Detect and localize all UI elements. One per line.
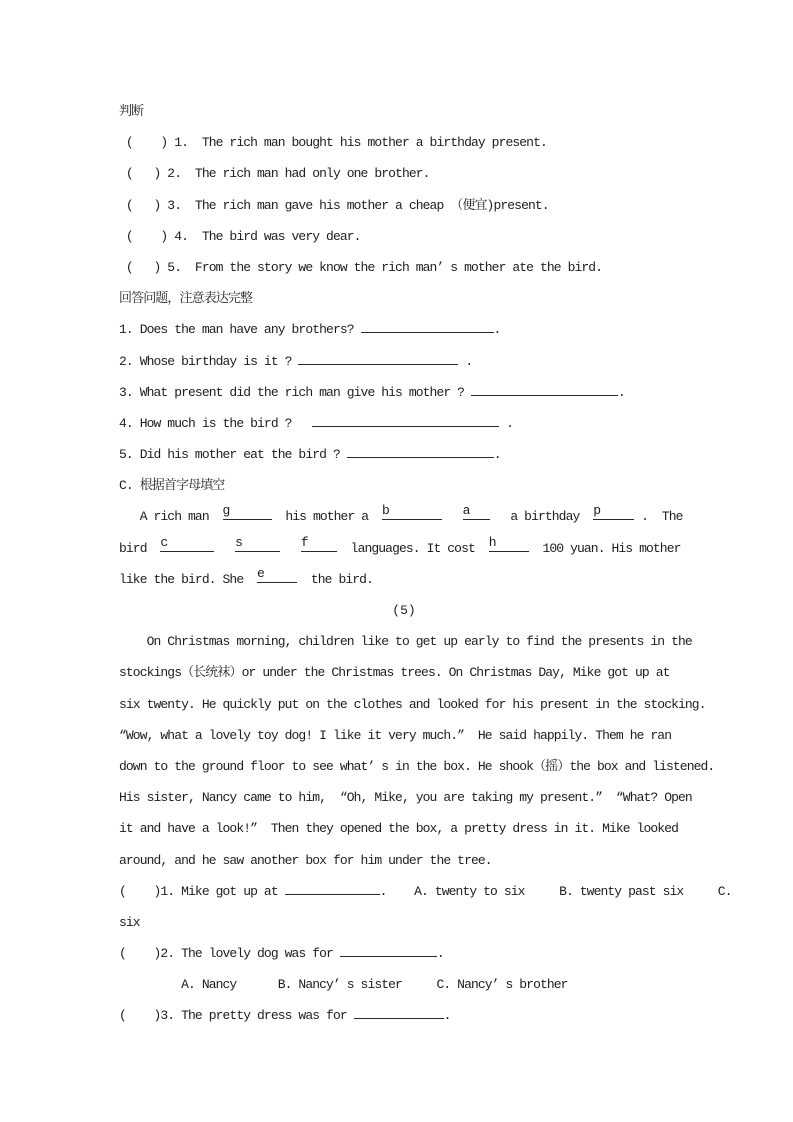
text-run: ( ) 5. From the story we know the rich man’ s mother ate the bird. bbox=[119, 259, 603, 275]
passage-number bbox=[119, 595, 689, 626]
text-run: “Wow, what a lovely toy dog! I like it very much.” He said happily. Them he ran bbox=[119, 727, 672, 743]
text-run: it and have a look!” Then they opened the box, a pretty dress in it. Mike looked bbox=[119, 821, 679, 837]
answer-blank[interactable]: s bbox=[235, 534, 280, 552]
text-run: On Christmas morning, children like to get up early to find the presents in the bbox=[119, 634, 692, 650]
passage-line-1 bbox=[119, 626, 692, 657]
document-body bbox=[119, 96, 732, 1032]
text-run: . bbox=[617, 384, 625, 400]
text-run: . bbox=[436, 946, 444, 962]
answer-blank[interactable] bbox=[285, 877, 380, 895]
passage-line-3 bbox=[119, 689, 706, 720]
judgment-item-3 bbox=[119, 190, 689, 221]
text-run: A. Nancy B. Nancy’ s sister C. Nancy’ s brother bbox=[119, 977, 568, 993]
text-run bbox=[442, 509, 463, 524]
mc-question-1-continuation bbox=[119, 907, 689, 938]
text-run: languages. It cost bbox=[336, 540, 489, 556]
answer-blank[interactable]: b bbox=[382, 502, 442, 520]
mc-question-2 bbox=[119, 938, 689, 969]
text-run: 回答问题，注意表达完整 bbox=[119, 291, 253, 307]
question-2 bbox=[119, 346, 689, 377]
question-4 bbox=[119, 408, 689, 439]
passage-line-5 bbox=[119, 751, 715, 782]
text-run: 5. Did his mother eat the bird ? bbox=[119, 447, 347, 463]
text-run bbox=[280, 541, 301, 556]
text-run: 4. How much is the bird ? bbox=[119, 415, 313, 431]
text-run: . bbox=[493, 322, 501, 338]
text-run: ( ) 3. The rich man gave his mother a cheap （便宜)present. bbox=[119, 197, 549, 213]
text-run: C. 根据首字母填空 bbox=[119, 478, 225, 494]
text-run: down to the ground floor to see what’ s in the box. He shook（摇）the box and listened. bbox=[119, 758, 715, 774]
answer-blank[interactable]: c bbox=[160, 534, 214, 552]
passage-line-2 bbox=[119, 657, 689, 688]
text-run: ( )1. Mike got up at bbox=[119, 883, 285, 899]
text-run: stockings（长统袜）or under the Christmas trees. On Christmas Day, Mike got up at bbox=[119, 665, 670, 681]
text-run: bird bbox=[119, 540, 161, 556]
text-run: 判断 bbox=[119, 104, 144, 119]
text-run: . bbox=[499, 415, 514, 431]
mc-question-2-options bbox=[119, 969, 689, 1000]
judgment-item-5 bbox=[119, 252, 689, 283]
text-run: a birthday bbox=[489, 509, 594, 525]
text-run: His sister, Nancy came to him, “Oh, Mike, you are taking my present.” “What? Open bbox=[119, 790, 692, 806]
cloze-line-1 bbox=[119, 501, 689, 532]
text-run bbox=[214, 541, 235, 556]
judgment-item-2 bbox=[119, 158, 689, 189]
section-heading-first-letter bbox=[119, 470, 689, 501]
text-run: ( ) 4. The bird was very dear. bbox=[119, 228, 361, 244]
text-run: like the bird. She bbox=[119, 571, 258, 587]
text-run: . A. twenty to six B. twenty past six C. bbox=[379, 883, 732, 899]
answer-blank[interactable] bbox=[471, 378, 618, 396]
text-run: ( )3. The pretty dress was for bbox=[119, 1008, 354, 1024]
passage-line-4 bbox=[119, 720, 689, 751]
text-run: ( ) 2. The rich man had only one brother. bbox=[119, 166, 430, 182]
text-run: around, and he saw another box for him under the tree. bbox=[119, 852, 492, 868]
text-run: 100 yuan. His mother bbox=[528, 540, 681, 556]
mc-question-3 bbox=[119, 1000, 689, 1031]
text-run: . bbox=[443, 1008, 451, 1024]
text-run: 3. What present did the rich man give his mother ? bbox=[119, 384, 471, 400]
passage-line-6 bbox=[119, 782, 692, 813]
text-run: ( )2. The lovely dog was for bbox=[119, 946, 340, 962]
text-run: A rich man bbox=[119, 509, 223, 525]
text-run: 1. Does the man have any brothers? bbox=[119, 322, 361, 338]
answer-blank[interactable]: f bbox=[301, 534, 337, 552]
text-run: six twenty. He quickly put on the clothes and looked for his present in the stocking. bbox=[119, 696, 706, 712]
passage-line-8 bbox=[119, 845, 689, 876]
cloze-line-3 bbox=[119, 564, 689, 595]
text-run: . The bbox=[634, 509, 683, 525]
answer-blank[interactable]: a bbox=[463, 502, 490, 520]
answer-blank[interactable]: e bbox=[257, 565, 297, 583]
passage-line-7 bbox=[119, 813, 689, 844]
answer-blank[interactable]: p bbox=[593, 502, 634, 520]
judgment-item-4 bbox=[119, 221, 689, 252]
text-run: . bbox=[458, 353, 473, 369]
text-run: his mother a bbox=[271, 509, 382, 525]
text-run: . bbox=[493, 447, 501, 463]
answer-blank[interactable]: g bbox=[223, 502, 272, 520]
text-run: ( ) 1. The rich man bought his mother a birthday present. bbox=[119, 135, 547, 151]
answer-blank[interactable] bbox=[298, 347, 458, 365]
text-run: 2. Whose birthday is it ? bbox=[119, 353, 299, 369]
judgment-item-1 bbox=[119, 127, 689, 158]
cloze-line-2 bbox=[119, 533, 689, 564]
text-run: six bbox=[119, 914, 140, 930]
text-run: the bird. bbox=[297, 571, 373, 587]
section-heading-judgment bbox=[119, 96, 689, 127]
mc-question-1 bbox=[119, 876, 732, 907]
question-1 bbox=[119, 314, 689, 345]
answer-blank[interactable] bbox=[361, 315, 494, 333]
answer-blank[interactable] bbox=[354, 1001, 444, 1019]
answer-blank[interactable] bbox=[347, 440, 494, 458]
question-5 bbox=[119, 439, 689, 470]
answer-blank[interactable] bbox=[340, 939, 437, 957]
text-run: (5) bbox=[392, 603, 416, 618]
answer-blank[interactable] bbox=[312, 409, 499, 427]
answer-blank[interactable]: h bbox=[489, 534, 529, 552]
question-3 bbox=[119, 377, 689, 408]
section-heading-answer-questions bbox=[119, 283, 689, 314]
